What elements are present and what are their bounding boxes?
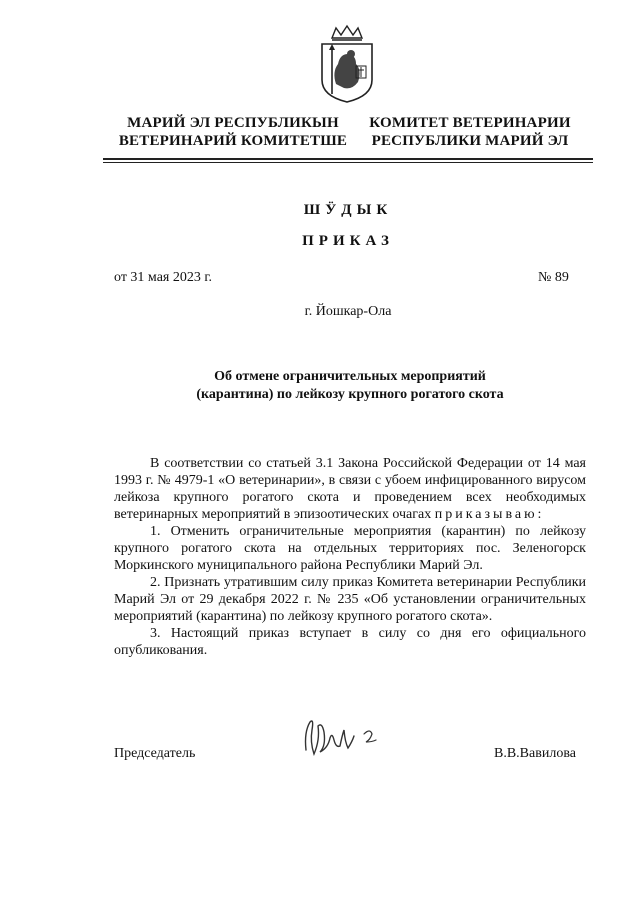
handwritten-signature	[298, 712, 388, 762]
header-right	[364, 114, 576, 150]
header-divider-thick	[103, 158, 593, 160]
preamble-paragraph	[114, 455, 586, 523]
order-item-1: 1. Отменить ограничительные мероприятия (карантин) по лейкозу крупного рогатого скота на отдельных территориях пос. Зеленогорск Моркинского муниципального района Республики Марий Эл.	[114, 524, 586, 573]
header-right-line2: РЕСПУБЛИКИ МАРИЙ ЭЛ	[371, 133, 569, 149]
coat-of-arms-emblem	[318, 24, 376, 104]
header-right-line1: КОМИТЕТ ВЕТЕРИНАРИИ	[369, 115, 571, 131]
title-mari: ШӰДЫК	[303, 202, 393, 218]
order-number: № 89	[538, 270, 569, 285]
preamble-text: В соответствии со статьей 3.1 Закона Российской Федерации от 14 мая 1993 г. № 4979-1 «О ветеринарии», в связи с убоем инфицированного вирусом лейкоза крупного рогатого скота и проведением всех необходимых ветеринарных мероприятий в эпизоотических очагах	[114, 456, 586, 522]
header-left-line2: ВЕТЕРИНАРИЙ КОМИТЕТШЕ	[118, 133, 348, 149]
city: г. Йошкар-Ола	[304, 304, 392, 319]
order-body	[114, 455, 586, 659]
subject-line1: Об отмене ограничительных мероприятий	[214, 369, 486, 384]
header-left-line1: МАРИЙ ЭЛ РЕСПУБЛИКЫН	[127, 115, 339, 131]
title-russian: ПРИКАЗ	[302, 233, 394, 249]
header-divider-thin	[103, 162, 593, 163]
order-subject	[160, 368, 540, 404]
subject-line2: (карантина) по лейкозу крупного рогатого скота	[196, 387, 504, 402]
signatory-name: В.В.Вавилова	[494, 746, 576, 761]
signatory-position: Председатель	[114, 746, 196, 761]
order-date: от 31 мая 2023 г.	[114, 270, 213, 285]
order-word: приказываю:	[434, 507, 545, 522]
header-left	[118, 114, 348, 150]
order-item-3: 3. Настоящий приказ вступает в силу со дня его официального опубликования.	[114, 626, 586, 658]
order-item-2: 2. Признать утратившим силу приказ Комитета ветеринарии Республики Марий Эл от 29 декабря 2022 г. № 235 «Об установлении ограничительных мероприятий (карантина) по лейкозу крупного рогатого скота».	[114, 575, 586, 624]
